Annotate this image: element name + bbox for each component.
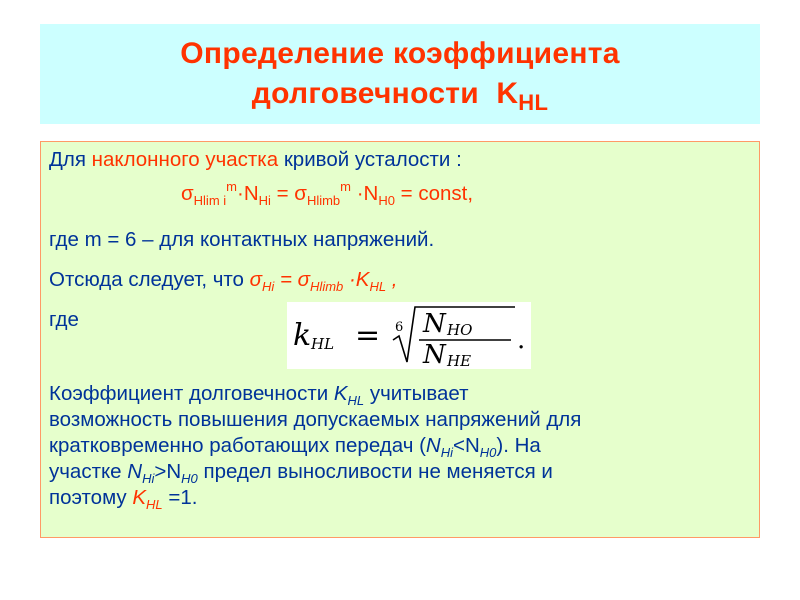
intro-text-a: Для	[49, 148, 92, 171]
para4-n1sub: Hi	[142, 471, 155, 486]
para-line-5	[49, 486, 197, 510]
slide-title-line-1: Определение коэффициента	[180, 37, 620, 70]
eq1-tail: = const,	[394, 182, 474, 205]
para-line-3	[49, 434, 541, 458]
eq2-sub1: Hi	[262, 279, 275, 294]
eq2-dot: ·K	[343, 268, 370, 291]
khl-formula-svg	[287, 302, 531, 369]
eq1-sub3: Hlimb	[306, 193, 341, 208]
formula-lhs-sub: HL	[311, 335, 335, 353]
numerator-sub: HO	[447, 321, 473, 339]
para-line-2: возможность повышения допускаемых напряжений для	[49, 408, 582, 431]
denominator-sub: HE	[447, 352, 472, 369]
para3-text: кратковременно работающих передач (	[49, 434, 426, 457]
para-line-4	[49, 460, 553, 484]
intro-text-c: кривой усталости :	[278, 148, 462, 171]
eq2-sub2: Hlimb	[310, 279, 344, 294]
numerator: N	[423, 309, 446, 339]
eq1-sup2: m	[340, 179, 352, 194]
eq2-sub3: HL	[369, 279, 387, 294]
para-line-1	[49, 382, 469, 406]
formula-equals: =	[355, 318, 381, 353]
para5-k: K	[132, 486, 147, 509]
para1-tail: учитывает	[364, 382, 469, 405]
para1-ksub: HL	[347, 393, 365, 408]
khl-formula	[287, 302, 531, 369]
eq1-sigma: σ	[181, 182, 194, 205]
eq2-mid: = σ	[274, 268, 311, 291]
durability-equation	[249, 268, 398, 294]
para5-ksub: HL	[146, 497, 163, 512]
exponent-note: где m = 6 – для контактных напряжений.	[49, 228, 435, 251]
para3-tail: ). На	[496, 434, 541, 457]
fatigue-equation	[181, 179, 474, 208]
eq1-sub4: H0	[378, 193, 395, 208]
para4-n1: N	[127, 460, 143, 483]
content-panel	[40, 141, 760, 538]
title-banner	[40, 24, 760, 124]
title-word: долговечности	[251, 77, 480, 110]
para4-gt: >N	[154, 460, 182, 483]
para5-text: поэтому	[49, 486, 133, 509]
consequence-line	[49, 268, 398, 292]
eq1-sup1: m	[226, 179, 237, 194]
eq1-dot2: ·N	[351, 182, 379, 205]
title-symbol-sub: HL	[518, 90, 549, 115]
para4-n2sub: H0	[181, 471, 198, 486]
para1-text: Коэффициент долговечности	[49, 382, 334, 405]
eq2-tail: ,	[386, 268, 398, 291]
para4-text: участке	[49, 460, 128, 483]
para3-n1: N	[425, 434, 441, 457]
denominator: N	[423, 340, 446, 369]
root-index: 6	[395, 320, 404, 335]
eq2-sigma: σ	[249, 268, 263, 291]
eq1-dot1: ·N	[237, 182, 259, 205]
title-symbol: K	[496, 77, 519, 110]
intro-line	[49, 148, 462, 172]
where-label: где	[49, 308, 79, 331]
para3-n2sub: H0	[479, 445, 497, 460]
para5-tail: =1.	[162, 486, 198, 509]
eq1-equals: = σ	[270, 182, 307, 205]
intro-highlight: наклонного участка	[91, 148, 279, 171]
eq1-sub2: Hi	[258, 193, 271, 208]
formula-period: .	[517, 325, 526, 355]
formula-lhs: k	[293, 318, 312, 353]
para3-n1sub: Hi	[440, 445, 453, 460]
para1-k: K	[333, 382, 348, 405]
para3-lt: <N	[453, 434, 480, 457]
para4-tail: предел выносливости не меняется и	[197, 460, 553, 483]
eq1-sub1: Hlim i	[193, 193, 227, 208]
slide-title-line-2	[40, 74, 760, 114]
consequence-text: Отсюда следует, что	[49, 268, 250, 291]
